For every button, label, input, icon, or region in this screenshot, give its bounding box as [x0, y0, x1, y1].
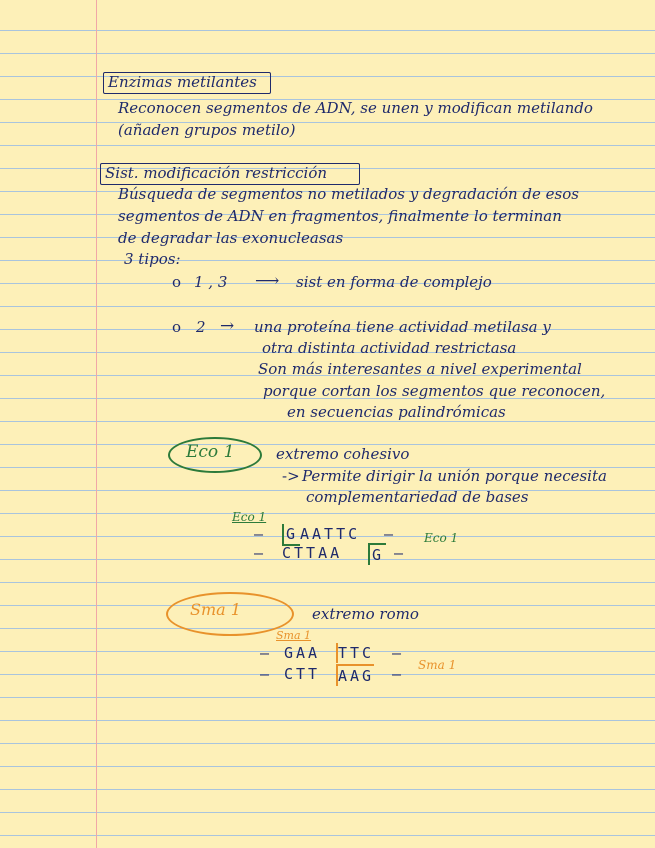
eco-note-line2: complementariedad de bases	[306, 488, 529, 506]
sma-strand-top-dash1: —	[260, 644, 270, 662]
sma-strand-top-dash2: —	[392, 644, 402, 662]
tipo2-arrow: →	[220, 316, 235, 336]
heading2-title: Sist. modificación restricción	[105, 164, 328, 182]
sma-strand-bottom-left: CTT	[284, 665, 321, 683]
para2-line3: de degradar las exonucleasas	[118, 229, 344, 247]
sma-title: extremo romo	[312, 605, 419, 623]
para2-line2: segmentos de ADN en fragmentos, finalmente lo terminan	[118, 207, 562, 225]
tipo1-label: 1 , 3	[194, 273, 228, 291]
tipo2-line3: Son más interesantes a nivel experimental	[258, 360, 582, 378]
eco-strand-bottom-rest: CTTAA	[282, 544, 343, 562]
eco-note-line1: Permite dirigir la unión porque necesita	[302, 467, 607, 485]
tipo2-line4: porque cortan los segmentos que reconocen,	[263, 382, 606, 400]
eco-strand-bottom-dash1: —	[254, 544, 264, 562]
sma-strand-bottom-dash1: —	[260, 665, 270, 683]
sma-strand-top-right: TTC	[338, 644, 375, 662]
eco-label-right: Eco 1	[424, 531, 459, 545]
eco-title: extremo cohesivo	[276, 445, 410, 463]
sma-strand-bottom-right: AAG	[336, 664, 374, 686]
eco-strand-top-rest: AATTC	[300, 525, 361, 543]
tipo2-line5: en secuencias palindrómicas	[287, 403, 506, 421]
tipo1-bullet: o	[172, 273, 182, 291]
sma-label-top: Sma 1	[276, 629, 312, 642]
tipos-label: 3 tipos:	[124, 250, 181, 268]
sma-label-right: Sma 1	[418, 658, 457, 672]
eco-name: Eco 1	[186, 442, 235, 462]
eco-strand-bottom-g: G	[368, 543, 386, 565]
sma-strand-bottom-dash2: —	[392, 665, 402, 683]
tipo2-line1: una proteína tiene actividad metilasa y	[254, 318, 551, 336]
sma-strand-top-left: GAA	[284, 644, 321, 662]
notebook-margin-line	[96, 0, 97, 848]
eco-strand-bottom-dash2: —	[394, 544, 404, 562]
eco-strand-top-dash1: —	[254, 525, 264, 543]
eco-label-top: Eco 1	[232, 510, 267, 524]
tipo2-bullet: o	[172, 318, 182, 336]
tipo1-text: sist en forma de complejo	[296, 273, 492, 291]
tipo2-label: 2	[196, 318, 206, 336]
heading1-title: Enzimas metilantes	[108, 73, 257, 91]
eco-strand-top-g: G	[282, 524, 300, 546]
para2-line1: Búsqueda de segmentos no metilados y degradación de esos	[118, 185, 579, 203]
sma-name: Sma 1	[190, 600, 241, 619]
eco-strand-top-dash2: —	[384, 525, 394, 543]
eco-note-arrow: ->	[282, 467, 300, 485]
tipo2-line2: otra distinta actividad restrictasa	[262, 339, 517, 357]
para1-line2: (añaden grupos metilo)	[118, 121, 296, 139]
para1-line1: Reconocen segmentos de ADN, se unen y modifican metilando	[118, 99, 593, 117]
tipo1-arrow: ⟶	[255, 271, 280, 291]
